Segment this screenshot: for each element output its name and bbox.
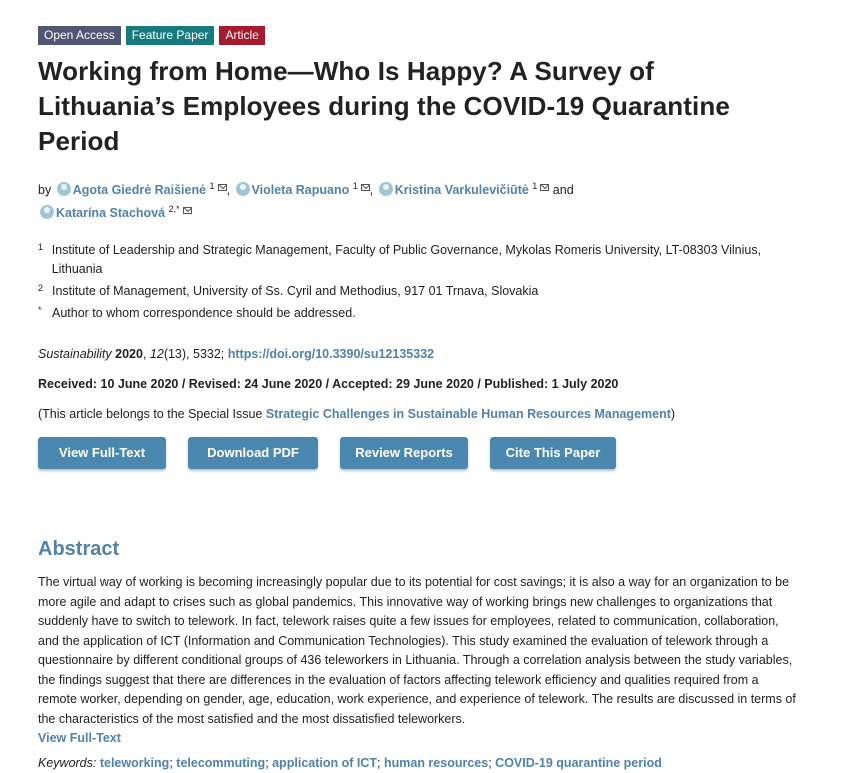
email-icon[interactable]	[540, 184, 549, 191]
special-issue-link[interactable]: Strategic Challenges in Sustainable Human Resources Management	[265, 407, 671, 421]
keyword-link[interactable]: teleworking	[99, 756, 170, 770]
affiliations	[38, 241, 798, 323]
publication-dates: Received: 10 June 2020 / Revised: 24 June 2020 / Accepted: 29 June 2020 / Published: 1 July 2020	[38, 377, 619, 391]
affiliation-text: Institute of Leadership and Strategic Management, Faculty of Public Governance, Mykolas Romeris University, LT-08303 Vilnius, Lithuania	[51, 243, 762, 276]
author-affil-sup: 1	[532, 181, 538, 191]
email-icon[interactable]	[218, 184, 227, 191]
cite-this-paper-button[interactable]: Cite This Paper	[490, 437, 616, 469]
article-type-badge: Article	[219, 26, 264, 45]
author-link[interactable]: Violeta Rapuano	[251, 183, 350, 197]
author-avatar-icon	[379, 182, 393, 196]
affiliation-text: Author to whom correspondence should be addressed.	[52, 306, 356, 320]
article-title: Working from Home—Who Is Happy? A Survey of Lithuania’s Employees during the COVID-19 Quarantine Period	[38, 56, 730, 156]
email-icon[interactable]	[361, 184, 370, 191]
keywords-label: Keywords:	[38, 756, 97, 770]
author-list: by Agota Giedrė Raišienė $^1$ , Violeta Rapuano $^1$ , Kristina Varkulevičiūtė $^1$ and Katarína Stachová $^{2,*}$	[38, 181, 574, 220]
affiliation-number: 1	[38, 242, 44, 252]
download-pdf-button[interactable]: Download PDF	[188, 437, 318, 469]
author-avatar-icon	[40, 205, 54, 219]
citation-year: 2020	[115, 347, 143, 361]
keyword-link[interactable]: COVID-19 quarantine period	[495, 756, 662, 770]
abstract-full-text-link[interactable]: View Full-Text	[38, 731, 121, 745]
article-header	[38, 26, 798, 773]
affiliation-text: Institute of Management, University of Ss. Cyril and Methodius, 917 01 Trnava, Slovakia	[52, 284, 539, 298]
author-affil-sup: 1	[352, 181, 358, 191]
citation-issue: (13)	[163, 347, 187, 361]
doi-link[interactable]: https://doi.org/10.3390/su12135332	[227, 347, 435, 361]
author-link[interactable]: Kristina Varkulevičiūtė	[394, 183, 529, 197]
review-reports-button[interactable]: Review Reports	[340, 437, 468, 469]
citation: Sustainability 2020, 12(13), 5332; https://doi.org/10.3390/su12135332	[38, 347, 435, 361]
author-affil-sup: 2,*	[168, 204, 180, 214]
badge-row	[38, 26, 798, 45]
action-buttons	[38, 437, 798, 469]
view-full-text-button[interactable]: View Full-Text	[38, 437, 166, 469]
affiliation-item	[38, 282, 798, 301]
author-link[interactable]: Katarína Stachová	[56, 206, 166, 220]
open-access-badge[interactable]: Open Access	[38, 26, 121, 45]
journal-name: Sustainability	[38, 347, 112, 361]
keyword-link[interactable]: human resources	[383, 756, 489, 770]
citation-volume: 12	[149, 347, 164, 361]
keyword-link[interactable]: application of ICT	[272, 756, 378, 770]
feature-paper-badge[interactable]: Feature Paper	[126, 26, 215, 45]
affiliation-item	[38, 241, 798, 279]
and-label: and	[552, 183, 574, 197]
affiliation-item	[38, 304, 798, 323]
email-icon[interactable]	[183, 207, 192, 214]
special-issue-note: (This article belongs to the Special Issue Strategic Challenges in Sustainable Human Resources Management)	[38, 407, 676, 421]
affiliation-number: *	[38, 305, 42, 315]
author-affil-sup: 1	[209, 181, 215, 191]
keywords: Keywords: teleworking; telecommuting; application of ICT; human resources; COVID-19 quarantine period	[38, 756, 662, 770]
affiliation-number: 2	[38, 283, 44, 293]
by-label: by	[38, 183, 52, 197]
keyword-link[interactable]: telecommuting	[176, 756, 266, 770]
author-avatar-icon	[57, 182, 71, 196]
author-link[interactable]: Agota Giedrė Raišienė	[72, 183, 207, 197]
author-avatar-icon	[236, 182, 250, 196]
abstract-heading: Abstract	[38, 538, 120, 560]
abstract-text: The virtual way of working is becoming increasingly popular due to its potential for cost savings; it is also a way for an organization to be more agile and adapt to crises such as global pandemics. This innovative way of working brings new challenges to organizations that suddenly have to switch to telework. In fact, telework raises quite a few issues for employees, related to communication, collaboration, and the application of ICT (Information and Communication Technologies). This study examined the evaluation of telework through a questionnaire by different conditional groups of 436 teleworkers in Lithuania. Through a correlation analysis between the study variables, the findings suggest that there are differences in the evaluation of factors affecting telework efficiency and qualities required from a remote worker, depending on gender, age, education, work experience, and experience of telework. The results are discussed in terms of the characteristics of the most satisfied and the most dissatisfied teleworkers.	[38, 575, 796, 726]
citation-page: , 5332;	[186, 347, 228, 361]
